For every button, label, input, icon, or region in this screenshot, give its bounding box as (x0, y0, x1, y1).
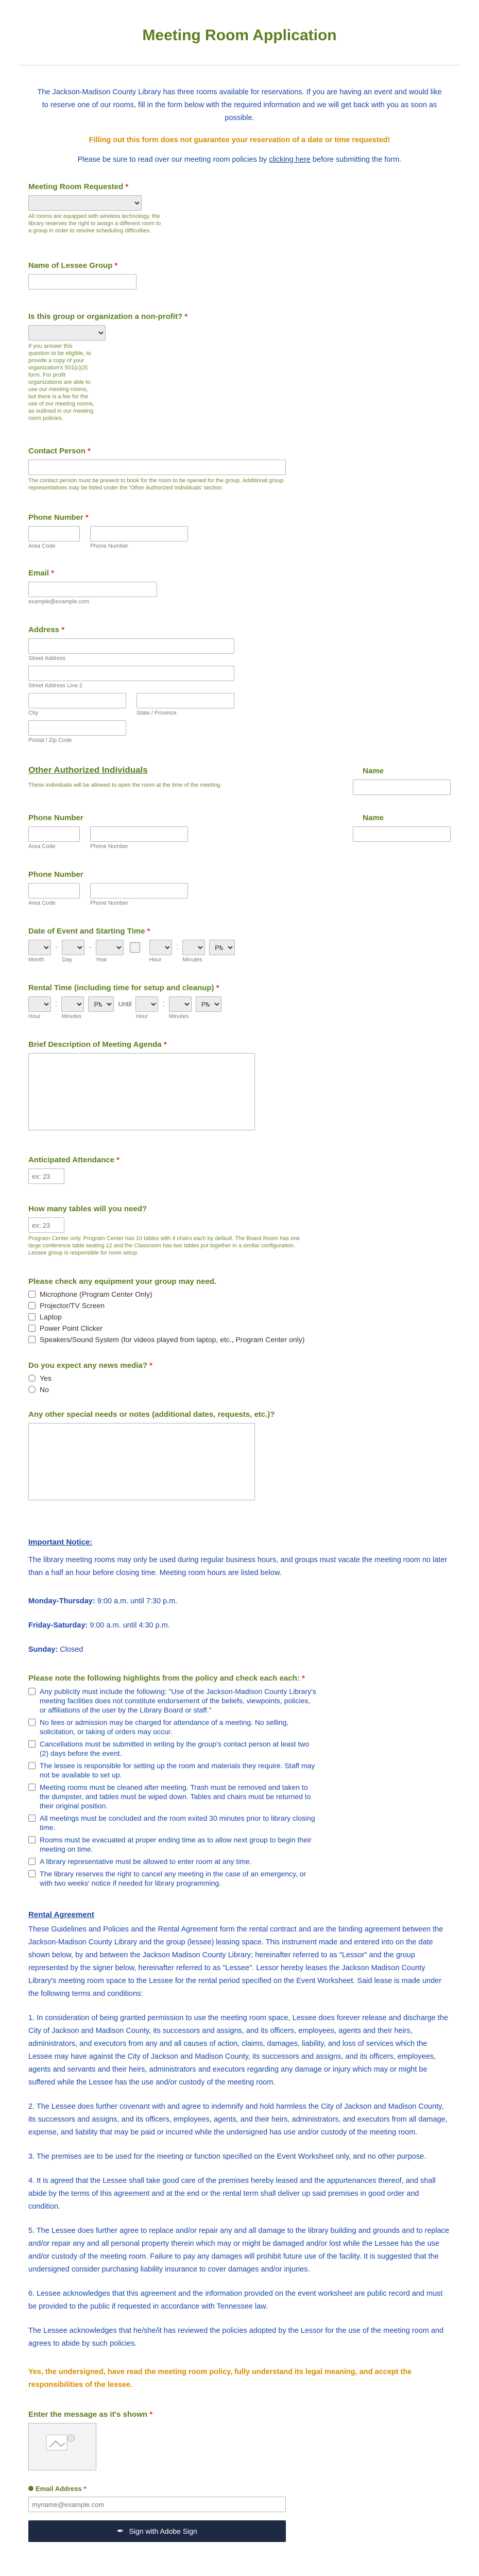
minutes-sub: Minutes (182, 957, 202, 963)
email-address-question (28, 2485, 461, 2512)
until-label: Until (118, 1000, 132, 1008)
agreement-clause: 3. The premises are to be used for the meeting or function specified on the Event Worksheet only, and no other purpose. (28, 2153, 426, 2161)
tables-question (28, 1205, 461, 1257)
contact-input[interactable] (28, 460, 286, 475)
end-hour-select[interactable] (135, 996, 158, 1012)
equipment-label: Please check any equipment your group may need. (28, 1277, 217, 1286)
hour-select[interactable] (149, 940, 172, 955)
media-label: Do you expect any news media? * (28, 1361, 152, 1370)
address-question (28, 625, 461, 743)
attendance-question (28, 1156, 461, 1184)
highlight-item[interactable]: A library representative must be allowed to enter room at any time. (28, 1857, 317, 1866)
hours-row: Friday-Saturday: 9:00 a.m. until 4:30 p.m. (28, 1621, 170, 1630)
tables-hint: Program Center only. Program Center has 10 tables with 4 chairs each by default. The Board Room has one large conference table seating 12 and the Classroom has two tables put together in a similar configuration. Lessee group is responsible for room setup. (28, 1235, 300, 1256)
read-before-text: Please be sure to read over our meeting room policies by (77, 156, 267, 164)
other-name-input-2[interactable] (353, 826, 451, 842)
phone-number-sub: Phone Number (90, 543, 128, 549)
other-phone-row-2 (28, 870, 461, 906)
email-input[interactable] (28, 582, 157, 597)
other-area-sub-2: Area Code (28, 900, 56, 906)
month-sub: Month (28, 957, 44, 963)
intro-text: The Jackson-Madison County Library has three rooms available for reservations. If you are having an event and would like to reserve one of our rooms, fill in the form below with the required information and we will get back with you as soon as possible. (37, 88, 442, 122)
highlight-checkbox[interactable] (28, 1815, 36, 1822)
special-textarea[interactable] (28, 1423, 255, 1500)
meeting-room-hint: All rooms are equipped with wireless technology. the library reserves the right to assign a different room to a group in order to resolve scheduling difficulties. (28, 213, 161, 234)
event-date-question: Date of Event and Starting Time * Month - Day - Year Hour : Minutes PM (28, 927, 461, 963)
contact-label: Contact Person * (28, 447, 91, 455)
other-area-input-2[interactable] (28, 883, 80, 899)
calendar-icon[interactable] (130, 942, 140, 953)
attendance-label: Anticipated Attendance * (28, 1156, 119, 1164)
meeting-room-label: Meeting Room Requested * (28, 182, 129, 191)
hours-row: Monday-Thursday: 9:00 a.m. until 7:30 p.m. (28, 1597, 178, 1605)
email-label: Email * (28, 569, 55, 578)
warning-text: Filling out this form does not guarantee your reservation of a date or time requested! (89, 136, 390, 144)
agenda-label: Brief Description of Meeting Agenda * (28, 1040, 167, 1049)
agreement-clause: 6. Lessee acknowledges that this agreement and the information provided on the event worksheet are public record and must be provided to the public if requested in accordance with Tennessee law. (28, 2290, 443, 2311)
agreement-clause: 1. In consideration of being granted permission to use the meeting room space, Lessee does forever release and discharge the City of Jackson and Madison County, its successors and assigns, and its officers, employees, agents and their heirs, administrators, and executors from any and all causes of action, claims, damages, liability, and loss of services which the Lessee may have against the City of Jackson and Madison County, its successors and assigns, and its officers, employees, agents and servants and their heirs, administrators and executors regarding any damage or injury which may or might be suffered while the Lessee has the use and/or custody of the meeting room. (28, 2014, 448, 2087)
equipment-option[interactable]: Speakers/Sound System (for videos played from laptop, etc., Program Center only) (28, 1335, 461, 1344)
agreement-clause: 5. The Lessee does further agree to replace and/or repair any and all damage to the library building and grounds and to replace and/or repair any and all personal property therein which may or might be damaged and/or lost while the Lessee has the use and/or custody of the meeting room. Failure to pay any damages will prohibit future use of the facility. It is suggested that the undersigned consider purchasing liability insurance to cover damages and/or injuries. (28, 2227, 450, 2274)
equipment-checkbox[interactable] (28, 1291, 36, 1298)
media-radio-no[interactable] (28, 1386, 36, 1393)
media-option-no[interactable]: No (28, 1385, 461, 1394)
highlights-label: Please note the following highlights from the policy and check each each: * (28, 1674, 305, 1683)
sign-button[interactable]: ✒ Sign with Adobe Sign (28, 2520, 286, 2542)
email-address-input[interactable] (28, 2497, 286, 2512)
other-individuals-title: Other Authorized Individuals (28, 765, 148, 775)
end-ampm-select[interactable] (196, 996, 221, 1012)
highlight-checkbox[interactable] (28, 1688, 36, 1695)
agenda-question (28, 1040, 461, 1133)
rental-time-question: Rental Time (including time for setup and cleanup) * Hour : Minutes PM Until Hour : Minutes PM (28, 984, 461, 1020)
other-phone-label-2: Phone Number (28, 870, 83, 879)
nonprofit-question (28, 312, 461, 422)
phone-area-input[interactable] (28, 526, 80, 541)
other-number-input-2[interactable] (90, 883, 188, 899)
agreement-clause: 4. It is agreed that the Lessee shall take good care of the premises hereby leased and the appurtenances thereof, and shall abide by the terms of this agreement and at the end or the rental term shall deliver up said premises in good order and condition. (28, 2177, 436, 2211)
day-select[interactable] (62, 940, 84, 955)
other-phone-label-1: Phone Number (28, 814, 83, 822)
highlight-item[interactable]: All meetings must be concluded and the room exited 30 minutes prior to library closing time. (28, 1814, 317, 1832)
end-minutes-select[interactable] (169, 996, 192, 1012)
event-date-label: Date of Event and Starting Time * (28, 927, 150, 936)
street2-input[interactable] (28, 666, 234, 681)
street-input[interactable] (28, 638, 234, 654)
other-phone-row-1 (28, 814, 461, 850)
year-sub: Year (95, 957, 107, 963)
email-sub: example@example.com (28, 599, 90, 605)
highlight-checkbox[interactable] (28, 1870, 36, 1877)
notice-section (28, 1538, 451, 1656)
other-name-label: Name (363, 767, 384, 775)
highlight-item[interactable]: Meeting rooms must be cleaned after meeting. Trash must be removed and taken to the dumpster, and tables must be wiped down. Tables and chairs must be returned to their original position. (28, 1783, 317, 1810)
adobe-sign-icon: ✒ (117, 2527, 124, 2536)
agenda-textarea[interactable] (28, 1053, 255, 1130)
agreement-ack: The Lessee acknowledges that he/she/it has reviewed the policies adopted by the Lessor for the use of the meeting room and agrees to abide by such policies. (28, 2327, 444, 2348)
state-input[interactable] (136, 693, 234, 708)
highlight-checkbox[interactable] (28, 1740, 36, 1748)
email-address-label: Email Address * (28, 2485, 461, 2493)
start-hour-sub: Hour (28, 1013, 41, 1020)
zip-input[interactable] (28, 720, 126, 736)
highlight-item[interactable]: The lessee is responsible for setting up the room and materials they require. Staff may not be available to set up. (28, 1761, 317, 1780)
other-individuals-hint: These individuals will be allowed to open the room at the time of the meeting (28, 782, 220, 788)
city-sub: City (28, 710, 38, 716)
agreement-clause: 2. The Lessee does further covenant with and agree to indemnify and hold harmless the City of Jackson and Madison County, its successors and assigns, and its officers, employees, agents, and their heirs, administrators, and executors from all damage, expense, and liability that may be paid or incurred while the undersigned has use and/or custody of the meeting room. (28, 2103, 448, 2137)
media-option-yes[interactable]: Yes (28, 1374, 461, 1382)
equipment-checkbox[interactable] (28, 1336, 36, 1343)
highlight-item[interactable]: Any publicity must include the following: "Use of the Jackson-Madison County Library's meeting facilities does not constitute endorsement of the beliefs, viewpoints, policies, or affiliations of the user by the Library Board or staff." (28, 1687, 317, 1715)
nonprofit-hint: If you answer this question to be eligible, to provide a copy of your organization's 501(c)(3) form. For profit organizations are able to use our meeting rooms, but there is a fee for the use of our meeting rooms, as outlined in our meeting room policies. (28, 343, 94, 421)
special-label: Any other special needs or notes (additional dates, requests, etc.)? (28, 1410, 275, 1419)
start-ampm-select[interactable] (88, 996, 114, 1012)
equipment-question (28, 1277, 461, 1344)
agreement-intro: These Guidelines and Policies and the Rental Agreement form the rental contract and are the binding agreement between the Jackson-Madison County Library and the group (lessee) leasing space. This instrument made and entered into on the date shown below, by and between the Jackson Madison County Library; hereinafter referred to as "Lessor" and the group represented by the signer below, hereinafter referred to as "Lessee". Lessor hereby leases the Jackson Madison County Library's meeting room space to the Lessee for the rental period specified on the Event Worksheet. Said lease is made under the following terms and conditions: (28, 1925, 443, 1998)
other-number-sub-1: Phone Number (90, 843, 128, 850)
media-radio-yes[interactable] (28, 1375, 36, 1382)
ampm-select[interactable] (209, 940, 235, 955)
start-minutes-select[interactable] (61, 996, 84, 1012)
zip-sub: Postal / Zip Code (28, 737, 72, 743)
highlight-item[interactable]: The library reserves the right to cancel any meeting in the case of an emergency, or with two weeks' notice if needed for library programming. (28, 1869, 317, 1888)
month-select[interactable] (28, 940, 51, 955)
nonprofit-label: Is this group or organization a non-profit? * (28, 312, 188, 321)
start-hour-select[interactable] (28, 996, 51, 1012)
phone-question (28, 513, 461, 549)
year-select[interactable] (96, 940, 124, 955)
lessee-group-label: Name of Lessee Group * (28, 261, 118, 270)
equipment-checkbox[interactable] (28, 1302, 36, 1309)
highlight-checkbox[interactable] (28, 1719, 36, 1726)
contact-question (28, 447, 461, 492)
equipment-option[interactable]: Projector/TV Screen (28, 1301, 461, 1310)
end-hour-sub: Hour (135, 1013, 148, 1020)
hour-sub: Hour (149, 957, 162, 963)
read-after-text: before submitting the form. (312, 156, 402, 164)
captcha-image (28, 2423, 96, 2470)
other-number-input-1[interactable] (90, 826, 188, 842)
lessee-group-input[interactable] (28, 274, 136, 290)
highlight-item[interactable]: Cancellations must be submitted in writing by the group's contact person at least two (2) days before the event. (28, 1739, 317, 1758)
agreement-title: Rental Agreement (28, 1910, 94, 1919)
application-form (18, 0, 461, 2576)
other-name-input-1[interactable] (353, 779, 451, 795)
equipment-checkbox[interactable] (28, 1325, 36, 1332)
start-minutes-sub: Minutes (61, 1013, 81, 1020)
street2-sub: Street Address Line 2 (28, 683, 83, 689)
other-individuals-section (28, 765, 461, 795)
phone-label: Phone Number * (28, 513, 89, 522)
contact-hint: The contact person must be present to book for the room to be opened for the group. Additional group representatives may be listed under the 'Other Authorized Individuals' section. (28, 478, 284, 491)
email-question (28, 569, 461, 605)
notice-title: Important Notice: (28, 1538, 93, 1547)
equipment-option[interactable]: Laptop (28, 1313, 461, 1321)
notice-body: The library meeting rooms may only be used during regular business hours, and groups must vacate the meeting room no later than a half an hour before closing time. Meeting room hours are listed below. (28, 1556, 448, 1577)
highlight-checkbox[interactable] (28, 1858, 36, 1865)
sign-row (28, 2520, 461, 2542)
hours-row: Sunday: Closed (28, 1646, 83, 1654)
highlight-item[interactable]: Rooms must be evacuated at proper ending time as to allow next group to begin their meeting on time. (28, 1835, 317, 1854)
rental-time-label: Rental Time (including time for setup and cleanup) * (28, 984, 219, 992)
other-name-label-2: Name (363, 814, 384, 822)
highlight-checkbox[interactable] (28, 1836, 36, 1843)
other-area-sub-1: Area Code (28, 843, 56, 850)
minutes-select[interactable] (182, 940, 205, 955)
address-label: Address * (28, 625, 65, 634)
tables-input[interactable] (28, 1217, 64, 1233)
lessee-group-question (28, 261, 461, 290)
meeting-room-select[interactable] (28, 195, 142, 211)
policy-link[interactable]: clicking here (269, 156, 311, 164)
info-icon (28, 2486, 33, 2491)
day-sub: Day (62, 957, 72, 963)
meeting-room-question (28, 182, 461, 234)
media-question (28, 1361, 461, 1394)
phone-number-input[interactable] (90, 526, 188, 541)
end-minutes-sub: Minutes (168, 1013, 189, 1020)
attendance-input[interactable] (28, 1168, 64, 1184)
policy-read-line (18, 156, 461, 164)
equipment-option[interactable]: Microphone (Program Center Only) (28, 1290, 461, 1298)
state-sub: State / Province (136, 710, 177, 716)
other-area-input-1[interactable] (28, 826, 80, 842)
equipment-option[interactable]: Power Point Clicker (28, 1324, 461, 1332)
phone-area-sub: Area Code (28, 543, 56, 549)
highlight-checkbox[interactable] (28, 1784, 36, 1791)
captcha-graphic (29, 2424, 96, 2470)
highlight-checkbox[interactable] (28, 1762, 36, 1769)
other-number-sub-2: Phone Number (90, 900, 128, 906)
nonprofit-select[interactable] (28, 325, 106, 341)
agreement-yes: Yes, the undersigned, have read the meeting room policy, fully understand its legal meaning, and accept the responsibilities of the lessee. (28, 2368, 412, 2389)
highlights-section (28, 1674, 317, 1888)
captcha-question (28, 2410, 461, 2470)
agreement-section (28, 1910, 451, 2392)
tables-label: How many tables will you need? (28, 1205, 147, 1213)
equipment-checkbox[interactable] (28, 1313, 36, 1320)
captcha-label: Enter the message as it's shown * (28, 2410, 153, 2419)
highlight-item[interactable]: No fees or admission may be charged for attendance of a meeting. No selling, solicitation, or taking of orders may occur. (28, 1718, 317, 1736)
special-question (28, 1410, 461, 1503)
city-input[interactable] (28, 693, 126, 708)
page-title: Meeting Room Application (142, 27, 337, 44)
street-sub: Street Address (28, 655, 66, 662)
